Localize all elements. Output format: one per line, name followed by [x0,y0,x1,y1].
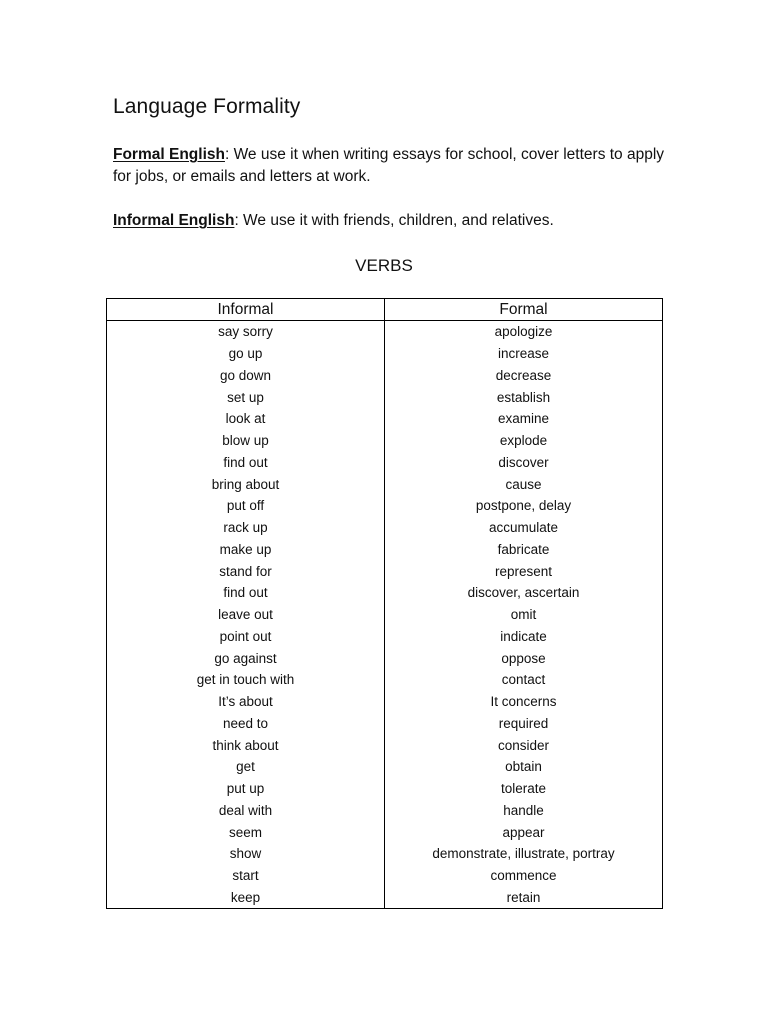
informal-verb-cell: point out [107,626,385,648]
table-row [107,756,663,778]
formal-verb-cell: establish [385,386,663,408]
verbs-table-body [107,321,663,909]
formal-verb-cell: postpone, delay [385,495,663,517]
informal-verb-cell: look at [107,408,385,430]
informal-verb-cell: put up [107,778,385,800]
table-row [107,734,663,756]
table-row [107,517,663,539]
informal-english-description: : We use it with friends, children, and relatives. [234,212,554,229]
informal-verb-cell: blow up [107,430,385,452]
formal-verb-cell: omit [385,604,663,626]
table-row [107,539,663,561]
formal-verb-cell: indicate [385,626,663,648]
informal-verb-cell: go down [107,365,385,387]
informal-verb-cell: put off [107,495,385,517]
formal-verb-cell: explode [385,430,663,452]
formal-verb-cell: demonstrate, illustrate, portray [385,843,663,865]
table-row [107,343,663,365]
verbs-table [106,298,663,909]
informal-english-definition [113,210,673,232]
table-row [107,386,663,408]
formal-verb-cell: retain [385,887,663,909]
informal-verb-cell: keep [107,887,385,909]
formal-verb-cell: consider [385,734,663,756]
table-row [107,473,663,495]
table-row [107,495,663,517]
formal-english-description: : We use it when writing essays for school, cover letters to apply for jobs, or emails and letters at work. [113,146,665,185]
formal-verb-cell: fabricate [385,539,663,561]
table-row [107,647,663,669]
informal-verb-cell: bring about [107,473,385,495]
informal-verb-cell: say sorry [107,321,385,343]
informal-verb-cell: leave out [107,604,385,626]
column-header-informal: Informal [107,299,385,321]
table-row [107,691,663,713]
formal-verb-cell: discover, ascertain [385,582,663,604]
informal-verb-cell: need to [107,713,385,735]
formal-verb-cell: decrease [385,365,663,387]
formal-verb-cell: oppose [385,647,663,669]
table-row [107,452,663,474]
informal-verb-cell: show [107,843,385,865]
formal-verb-cell: It concerns [385,691,663,713]
informal-verb-cell: make up [107,539,385,561]
column-header-formal: Formal [385,299,663,321]
informal-verb-cell: get in touch with [107,669,385,691]
formal-verb-cell: contact [385,669,663,691]
formal-verb-cell: appear [385,821,663,843]
formal-verb-cell: increase [385,343,663,365]
table-row [107,430,663,452]
informal-verb-cell: find out [107,582,385,604]
formal-verb-cell: examine [385,408,663,430]
formal-verb-cell: commence [385,865,663,887]
formal-verb-cell: accumulate [385,517,663,539]
table-row [107,778,663,800]
table-row [107,887,663,909]
table-row [107,669,663,691]
informal-english-term: Informal English [113,212,235,229]
informal-verb-cell: rack up [107,517,385,539]
formal-verb-cell: tolerate [385,778,663,800]
formal-verb-cell: cause [385,473,663,495]
table-header-row [107,299,663,321]
informal-verb-cell: get [107,756,385,778]
informal-verb-cell: stand for [107,560,385,582]
table-row [107,821,663,843]
formal-verb-cell: handle [385,800,663,822]
table-row [107,582,663,604]
formal-english-term: Formal English [113,146,225,163]
informal-verb-cell: It’s about [107,691,385,713]
table-row [107,800,663,822]
table-row [107,713,663,735]
formal-english-definition [113,144,673,187]
table-row [107,843,663,865]
table-row [107,408,663,430]
informal-verb-cell: go against [107,647,385,669]
table-row [107,626,663,648]
table-row [107,321,663,343]
informal-verb-cell: go up [107,343,385,365]
informal-verb-cell: start [107,865,385,887]
table-row [107,604,663,626]
table-row [107,560,663,582]
informal-verb-cell: set up [107,386,385,408]
formal-verb-cell: discover [385,452,663,474]
section-heading-verbs: VERBS [355,256,413,275]
informal-verb-cell: seem [107,821,385,843]
formal-verb-cell: obtain [385,756,663,778]
formal-verb-cell: apologize [385,321,663,343]
page-title: Language Formality [113,95,301,118]
formal-verb-cell: represent [385,560,663,582]
informal-verb-cell: find out [107,452,385,474]
formal-verb-cell: required [385,713,663,735]
table-row [107,865,663,887]
informal-verb-cell: deal with [107,800,385,822]
informal-verb-cell: think about [107,734,385,756]
table-row [107,365,663,387]
